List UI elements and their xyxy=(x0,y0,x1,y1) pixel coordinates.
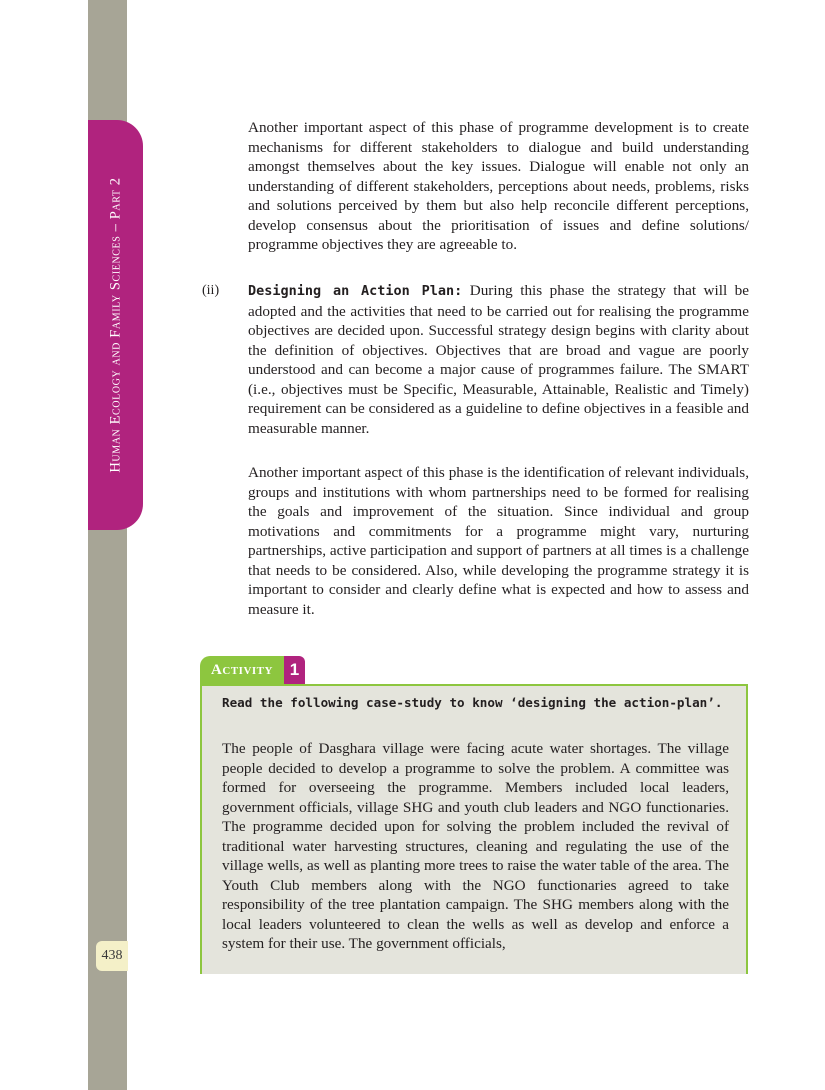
list-item-number: (ii) xyxy=(202,283,220,298)
activity-number: 1 xyxy=(284,656,305,684)
page-number: 438 xyxy=(96,941,128,971)
paragraph-action-plan xyxy=(248,281,749,438)
activity-case-study: The people of Dasghara village were facing acute water shortages. The village people decided to develop a programme to solve the problem. A committee was formed for overseeing the programme. Members included local leaders, government officials, village SHG and youth club leaders and NGO functionaries. The programme decided upon for solving the problem included the revival of traditional water harvesting structures, cleaning and regulating the use of the village wells, as well as planting more trees to raise the water table of the area. The Youth Club members along with the NGO functionaries agreed to take responsibility of the tree plantation campaign. The SHG members along with the local leaders volunteered to clean the wells as well as develop and enforce a system for their use. The government officials, xyxy=(222,740,729,952)
activity-label: Activity xyxy=(200,656,284,684)
paragraph-partnerships: Another important aspect of this phase is the identification of relevant individuals, groups and institutions with whom partnerships need to be formed for realising the goals and improvement of the situation. Since individual and group motivations and commitments for a programme might vary, nurturing partnerships, active participation and support of partners at all times is a challenge that needs to be considered. Also, while developing the programme strategy it is important to consider and clearly define what is expected and how to assess and measure it. xyxy=(248,464,749,618)
activity-box xyxy=(200,684,748,974)
paragraph-stakeholder-dialogue: Another important aspect of this phase of programme development is to create mechanisms for different stakeholders to dialogue and build understanding amongst themselves about the key issues. Dialogue will enable not only an understanding of different stakeholders, perceptions about needs, problems, risks and solutions perceived by them but also help reconcile different perceptions, develop consensus about the prioritisation of issues and define solutions/ programme objectives they are agreeable to. xyxy=(248,119,749,253)
running-head-text: Human Ecology and Family Sciences – Part 2 xyxy=(107,177,124,473)
activity-heading: Read the following case-study to know ‘designing the action-plan’. xyxy=(222,695,723,710)
action-plan-term: Designing an Action Plan: xyxy=(248,283,463,299)
action-plan-text: During this phase the strategy that will be adopted and the activities that need to be carried out for realising the programme objectives are decided upon. Successful strategy design begins with clarity about the definition of objectives. Objectives that are broad and vague are poorly understood and can become a major cause of programmes failure. The SMART (i.e., objectives must be Specific, Measurable, Attainable, Realistic and Timely) requirement can be considered as a guideline to define objectives in a feasible and measurable manner. xyxy=(248,282,749,437)
